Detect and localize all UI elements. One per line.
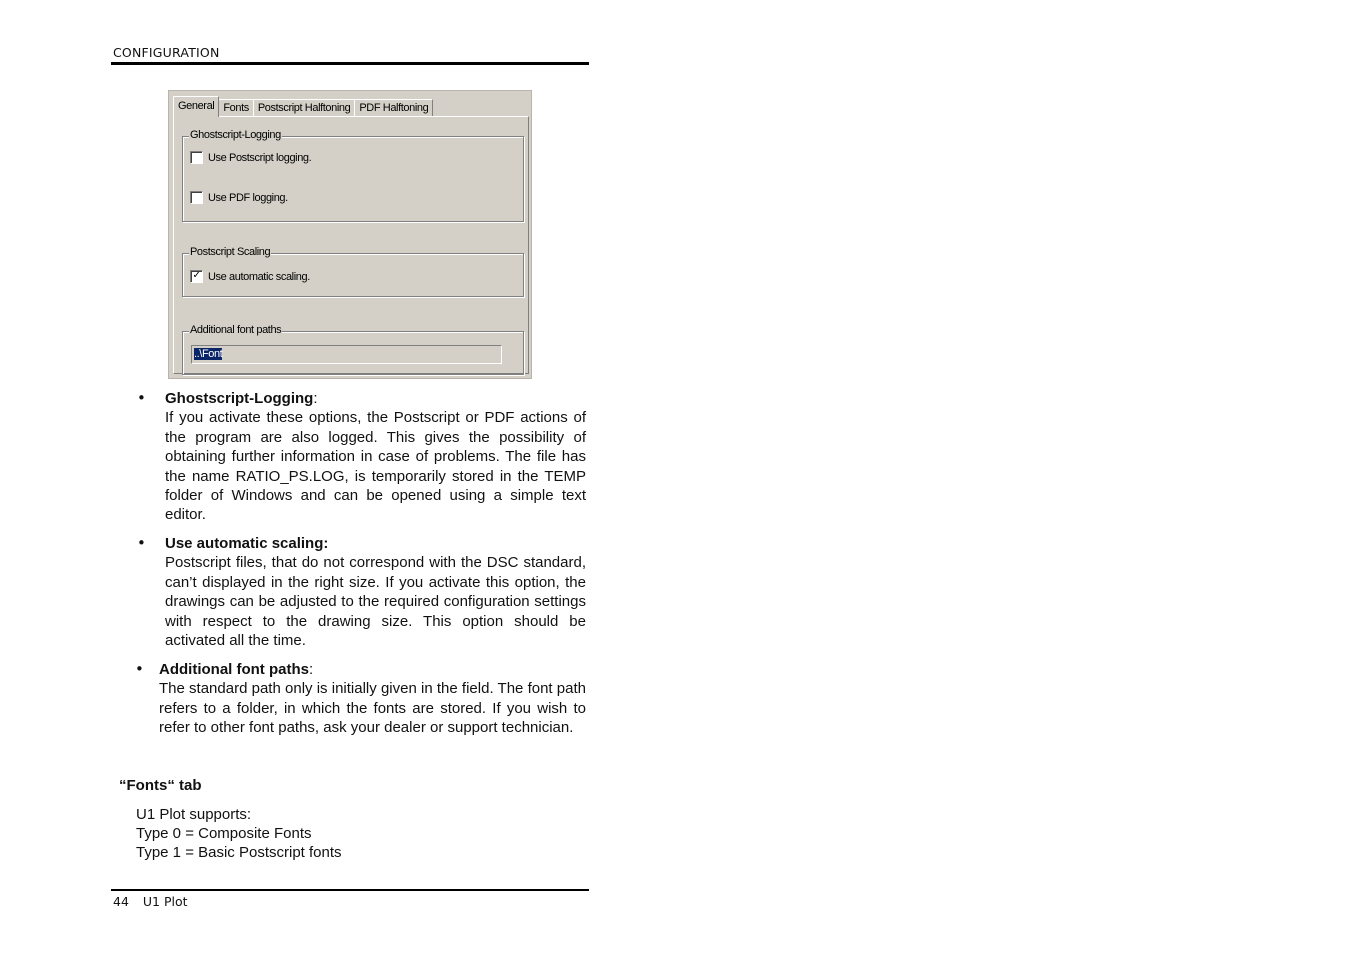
- footer-rule: [111, 889, 589, 891]
- bullet-description: Postscript files, that do not correspond with the DSC standard, can’t displayed in the right size. If you activate this option, the drawings can be adjusted to the required configuration settings with respect to the drawing size. This option should be activated all the time.: [165, 554, 586, 650]
- general-settings-dialog: [168, 90, 532, 379]
- bullet-marker: •: [135, 660, 144, 678]
- bullet-description: The standard path only is initially given in the field. The font path refers to a folder, in which the fonts are stored. If you wish to refer to other font paths, ask your dealer or support technician.: [159, 680, 586, 737]
- fonts-type0-line: Type 0 = Composite Fonts: [136, 825, 312, 842]
- group-postscript-scaling: [182, 246, 524, 297]
- fonts-support-intro: U1 Plot supports:: [136, 806, 252, 823]
- font-path-input[interactable]: [191, 345, 502, 364]
- group-ghostscript-logging: [182, 129, 524, 222]
- group-title-fontpaths: Additional font paths: [190, 324, 282, 336]
- bullet-additional-font-paths: [159, 660, 586, 738]
- group-title-scaling: Postscript Scaling: [190, 246, 271, 258]
- postscript-logging-checkbox[interactable]: [190, 151, 203, 164]
- automatic-scaling-label: Use automatic scaling.: [208, 270, 310, 283]
- bullet-ghostscript-logging: [165, 389, 586, 525]
- bullet-automatic-scaling: [165, 534, 586, 650]
- tab-general[interactable]: General: [173, 96, 219, 117]
- group-title-logging: Ghostscript-Logging: [190, 129, 281, 141]
- bullet-term: Ghostscript-Logging: [165, 390, 314, 407]
- header-rule: [111, 62, 589, 65]
- font-path-value: ..\Font: [194, 348, 223, 360]
- page-number: 44: [113, 894, 129, 909]
- tab-fonts[interactable]: Fonts: [218, 99, 254, 117]
- tab-panel-general: [173, 116, 529, 374]
- postscript-logging-label: Use Postscript logging.: [208, 151, 312, 164]
- pdf-logging-checkbox[interactable]: [190, 191, 203, 204]
- tab-pdf-halftoning[interactable]: PDF Halftoning: [354, 99, 433, 117]
- pdf-logging-option[interactable]: [190, 191, 288, 204]
- pdf-logging-label: Use PDF logging.: [208, 191, 288, 204]
- postscript-logging-option[interactable]: [190, 151, 311, 164]
- bullet-marker: •: [137, 534, 146, 552]
- running-header: CONFIGURATION: [113, 45, 220, 60]
- bullet-marker: •: [137, 389, 146, 407]
- tab-strip: [173, 97, 432, 117]
- page-footer: [113, 894, 202, 909]
- automatic-scaling-checkbox[interactable]: ✓: [190, 270, 203, 283]
- automatic-scaling-option[interactable]: [190, 270, 310, 283]
- fonts-tab-heading: “Fonts“ tab: [119, 777, 202, 794]
- fonts-type1-line: Type 1 = Basic Postscript fonts: [136, 844, 342, 861]
- bullet-term: Additional font paths: [159, 661, 309, 678]
- product-name: U1 Plot: [142, 894, 188, 909]
- bullet-description: If you activate these options, the Postscript or PDF actions of the program are also logged. This gives the possibility of obtaining further information in case of problems. The file has the name RATIO_PS.LOG, is temporarily stored in the TEMP folder of Windows and can be opened using a simple text editor.: [165, 409, 586, 524]
- bullet-term: Use automatic scaling:: [165, 535, 329, 552]
- group-additional-font-paths: [182, 324, 524, 375]
- term-separator: :: [308, 661, 314, 678]
- term-separator: :: [313, 390, 318, 407]
- tab-postscript-halftoning[interactable]: Postscript Halftoning: [253, 99, 355, 117]
